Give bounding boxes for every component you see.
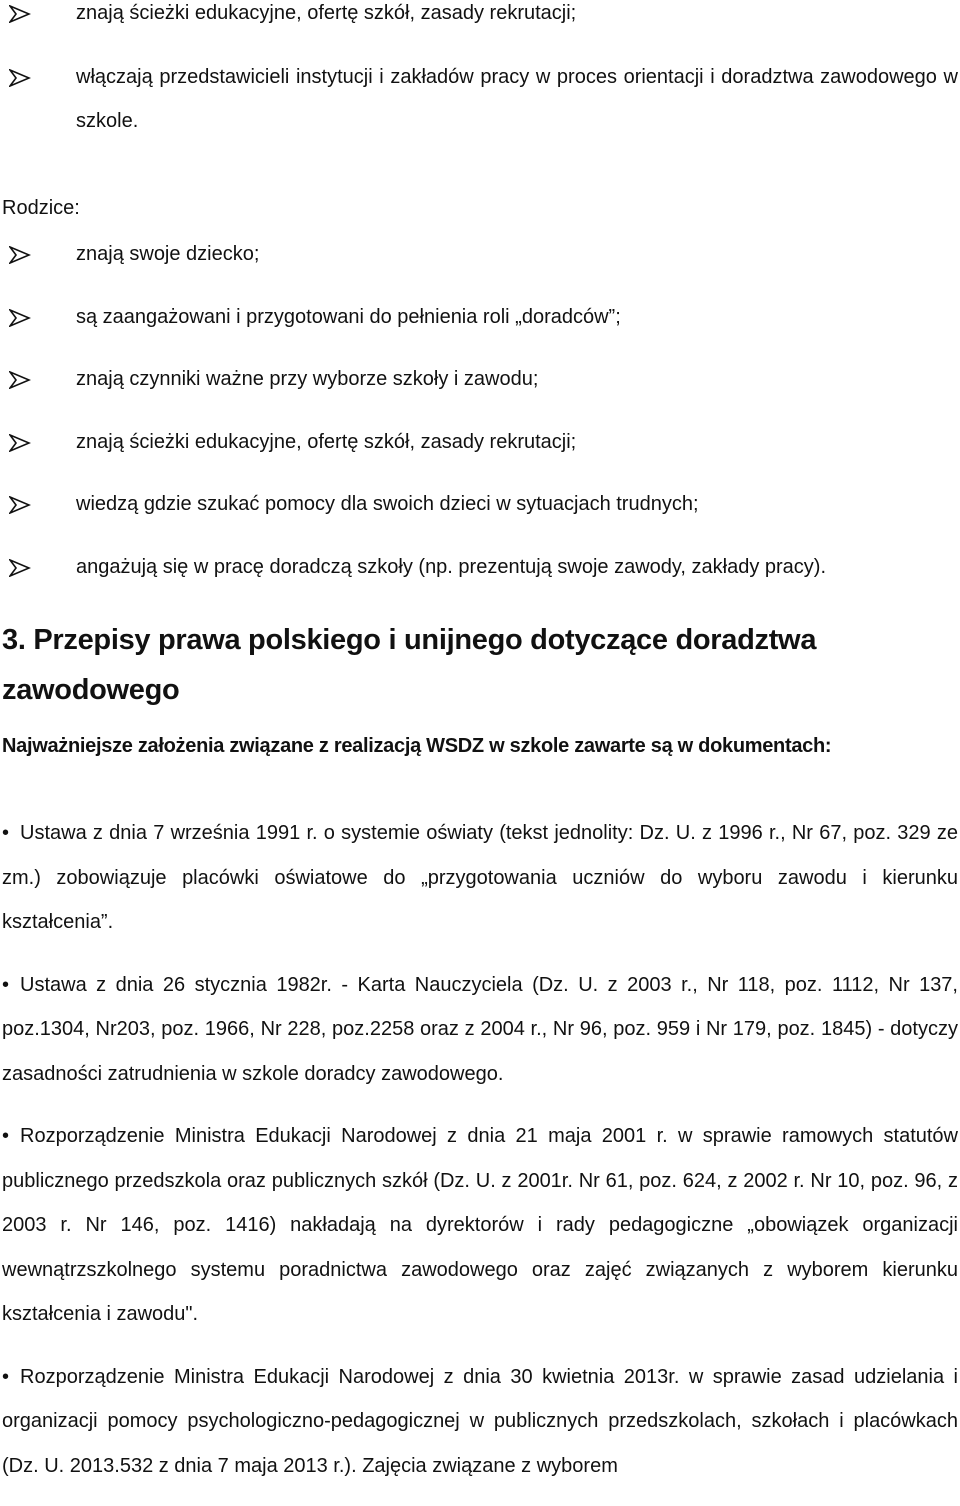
parents-list [0, 232, 960, 608]
list-item [0, 963, 958, 1097]
list-item-text: wiedzą gdzie szukać pomocy dla swoich dzieci w sytuacjach trudnych; [76, 493, 699, 516]
list-item-text: znają ścieżki edukacyjne, ofertę szkół, zasady rekrutacji; [76, 2, 577, 24]
list-item-text: są zaangażowani i przygotowani do pełnienia roli „doradców”; [76, 305, 621, 328]
list-item [0, 1355, 958, 1489]
list-item [0, 482, 960, 526]
documents-subheading: Najważniejsze założenia związane z realizacją WSDZ w szkole zawarte są w dokumentach: [2, 735, 832, 757]
bullet-icon: • [2, 1365, 10, 1388]
list-item-text: Ustawa z dnia 26 stycznia 1982r. - Karta Nauczyciela (Dz. U. z 2003 r., Nr 118, poz. 1112, Nr 137, poz.1304, Nr203, poz. 1966, Nr 228, poz.2258 oraz z 2004 r., Nr 96, poz. 959 i Nr 179, poz. 1845) - dotyczy zasadności zatrudnienia w szkole doradcy zawodowego. [2, 973, 958, 1085]
arrow-bullet-icon [9, 559, 31, 577]
list-item-text: znają czynniki ważne przy wyborze szkoły i zawodu; [76, 368, 539, 391]
bullet-icon: • [2, 1125, 10, 1147]
bullet-icon: • [2, 973, 10, 996]
list-item-text: włączają przedstawicieli instytucji i zakładów pracy w proces orientacji i doradztwa zawodowego w szkole. [76, 66, 958, 132]
list-item [0, 357, 960, 401]
list-item-text: Ustawa z dnia 7 września 1991 r. o systemie oświaty (tekst jednolity: Dz. U. z 1996 r., Nr 67, poz. 329 ze zm.) zobowiązuje placówki oświatowe do „przygotowania uczniów do wyboru zawodu i kierunku kształcenia”. [2, 822, 958, 933]
list-item [0, 1114, 958, 1337]
list-item [0, 545, 960, 589]
list-item-text: Rozporządzenie Ministra Edukacji Narodowej z dnia 30 kwietnia 2013r. w sprawie zasad udzielania i organizacji pomocy psychologiczno-pedagogicznej w publicznych przedszkolach, szkołach i placówkach (Dz. U. 2013.532 z dnia 7 maja 2013 r.). Zajęcia związane z wyborem [2, 1365, 958, 1477]
list-item-text: znają swoje dziecko; [76, 243, 260, 265]
list-item [0, 295, 960, 339]
parents-label: Rodzice: [2, 197, 80, 219]
list-item-text: Rozporządzenie Ministra Edukacji Narodowej z dnia 21 maja 2001 r. w sprawie ramowych statutów publicznego przedszkola oraz publicznych szkół (Dz. U. z 2001r. Nr 61, poz. 624, z 2002 r. Nr 10, poz. 96, z 2003 r. Nr 146, poz. 1416) nakładają na dyrektorów i rady pedagogiczne „obowiązek organizacji wewnątrzszkolnego systemu poradnictwa zawodowego oraz zajęć związanych z wyborem kierunku kształcenia i zawodu". [2, 1125, 958, 1325]
arrow-bullet-icon [9, 69, 31, 87]
bullet-icon: • [2, 822, 10, 844]
list-item [0, 420, 960, 464]
list-item [0, 55, 960, 143]
documents-list [0, 811, 958, 1506]
arrow-bullet-icon [9, 5, 31, 23]
arrow-bullet-icon [9, 246, 31, 264]
arrow-bullet-icon [9, 434, 31, 452]
list-item-text: angażują się w pracę doradczą szkoły (np. prezentują swoje zawody, zakłady pracy). [76, 555, 826, 578]
list-item [0, 811, 958, 945]
arrow-bullet-icon [9, 309, 31, 327]
section-heading: 3. Przepisy prawa polskiego i unijnego dotyczące doradztwa zawodowego [2, 624, 817, 706]
list-item [0, 0, 960, 35]
list-item [0, 232, 960, 276]
teachers-list [0, 0, 960, 143]
arrow-bullet-icon [9, 496, 31, 514]
list-item-text: znają ścieżki edukacyjne, ofertę szkół, zasady rekrutacji; [76, 430, 577, 453]
arrow-bullet-icon [9, 371, 31, 389]
